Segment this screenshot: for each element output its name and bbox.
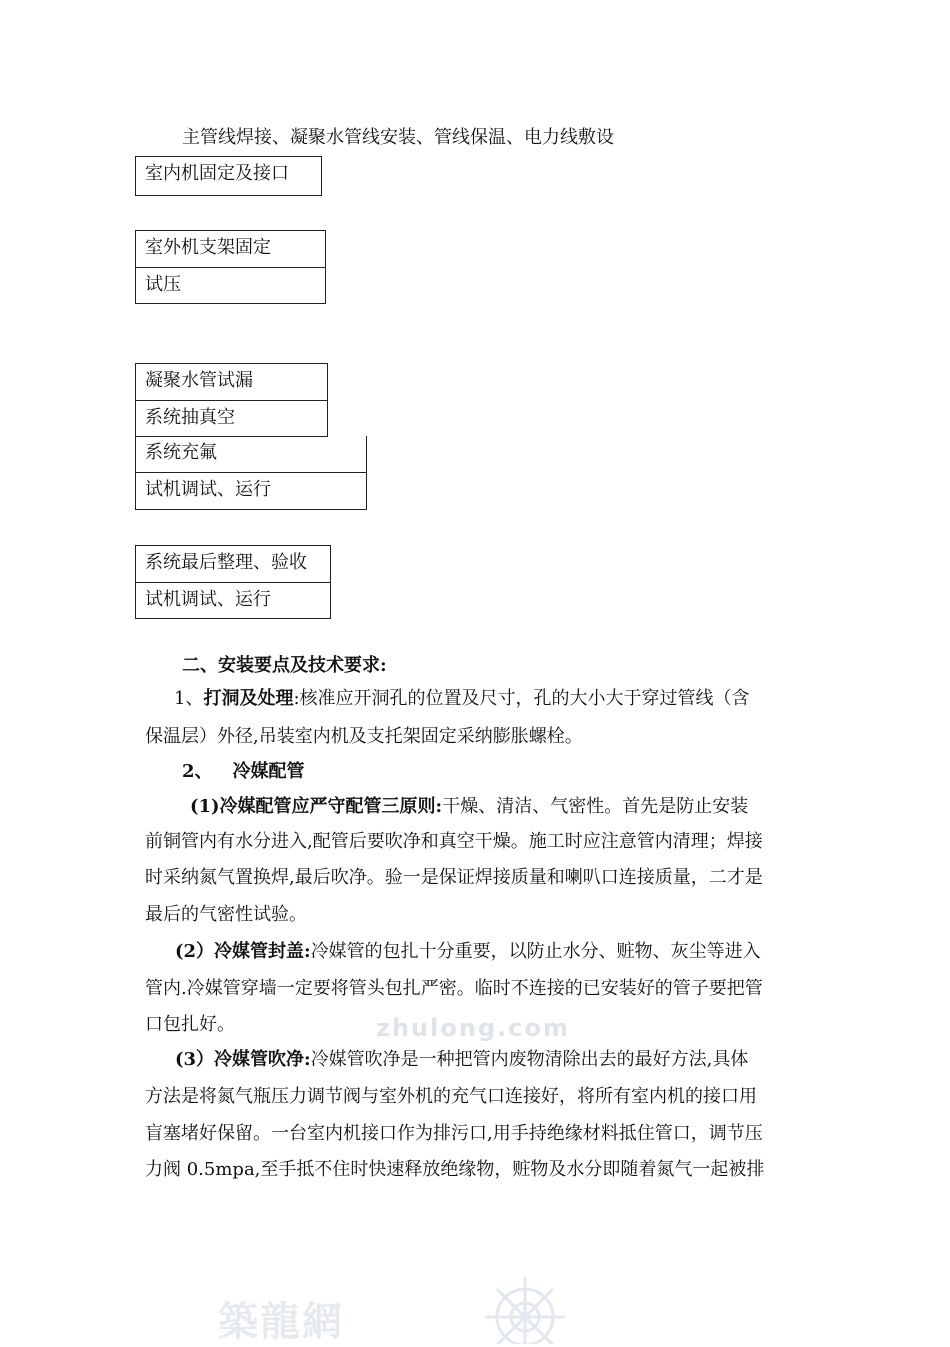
p1-text: 干燥、清洁、气密性。首先是防止安装 [442, 796, 749, 817]
flow-box-label: 系统抽真空 [136, 400, 327, 435]
p3-line2: 方法是将氮气瓶压力调节阀与室外机的充气口连接好，将所有室内机的接口用 [145, 1086, 757, 1107]
flow-box-label: 系统最后整理、验收 [145, 552, 307, 573]
flow-box-refrigerant-charge [135, 436, 367, 510]
flow-box-label: 凝聚水管试漏 [145, 370, 253, 391]
item1-text: :核准应开洞孔的位置及尺寸，孔的大小大于穿过管线（含 [293, 688, 750, 709]
item1-line1 [174, 687, 750, 711]
item2-title: 冷媒配管 [232, 761, 305, 782]
p1-line3: 时采纳氮气置换焊,最后吹净。验一是保证焊接质量和喇叭口连接质量，二才是 [145, 867, 763, 888]
watermark-site-text: zhulong.com [376, 1014, 570, 1042]
item1-line2: 保温层）外径,吊装室内机及支托架固定采纳膨胀螺栓。 [145, 726, 583, 747]
flow-box-outdoor-bracket [135, 230, 326, 304]
item1-number: 1、 [174, 688, 204, 709]
p3-line3: 盲塞堵好保留。一台室内机接口作为排污口,用手持绝缘材料抵住管口，调节压 [145, 1123, 763, 1144]
p2-text: 冷媒管的包扎十分重要，以防止水分、赃物、灰尘等进入 [310, 941, 761, 962]
flow-box-label: 室内机固定及接口 [145, 163, 289, 184]
section-heading-text: 二、安装要点及技术要求: [182, 655, 387, 676]
item1-title: 打洞及处理 [203, 688, 294, 709]
flow-box-label: 试压 [136, 267, 325, 302]
p3-title: (3）冷媒管吹净: [175, 1049, 311, 1070]
item2-heading [182, 760, 305, 784]
p3-line4: 力阀 0.5mpa,至手抵不住时快速释放绝缘物，赃物及水分即随着氮气一起被排 [145, 1159, 765, 1180]
flow-box-label: 试机调试、运行 [136, 472, 366, 507]
flow-box-label: 试机调试、运行 [136, 582, 330, 617]
p3-text: 冷媒管吹净是一种把管内废物清除出去的最好方法,具体 [310, 1049, 749, 1070]
p2-line2: 管内.冷媒管穿墙一定要将管头包扎严密。临时不连接的已安装好的管子要把管 [145, 978, 763, 999]
flow-box-label: 系统充氟 [145, 442, 217, 463]
watermark-logo-text: 築龍網 [218, 1298, 344, 1345]
flow-box-label: 室外机支架固定 [145, 237, 271, 258]
flow-box-final-acceptance [135, 545, 331, 619]
p2-title: (2）冷媒管封盖: [175, 941, 311, 962]
p1-line1 [190, 795, 748, 819]
watermark-logo-icon [470, 1262, 580, 1344]
p2-line1 [175, 940, 761, 964]
item2-number: 2、 [182, 761, 213, 782]
p3-line1 [175, 1048, 748, 1072]
flow-header: 主管线焊接、凝聚水管线安装、管线保温、电力线敷设 [182, 127, 614, 148]
p2-line3: 口包扎好。 [145, 1014, 235, 1035]
section-heading [182, 654, 387, 678]
flow-box-indoor-unit [135, 156, 322, 196]
p1-line4: 最后的气密性试验。 [145, 904, 307, 925]
p1-line2: 前铜管内有水分进入,配管后要吹净和真空干燥。施工时应注意管内清理；焊接 [145, 831, 763, 852]
p1-title: (1)冷媒配管应严守配管三原则: [190, 796, 443, 817]
flow-box-condensate-test [135, 363, 328, 437]
